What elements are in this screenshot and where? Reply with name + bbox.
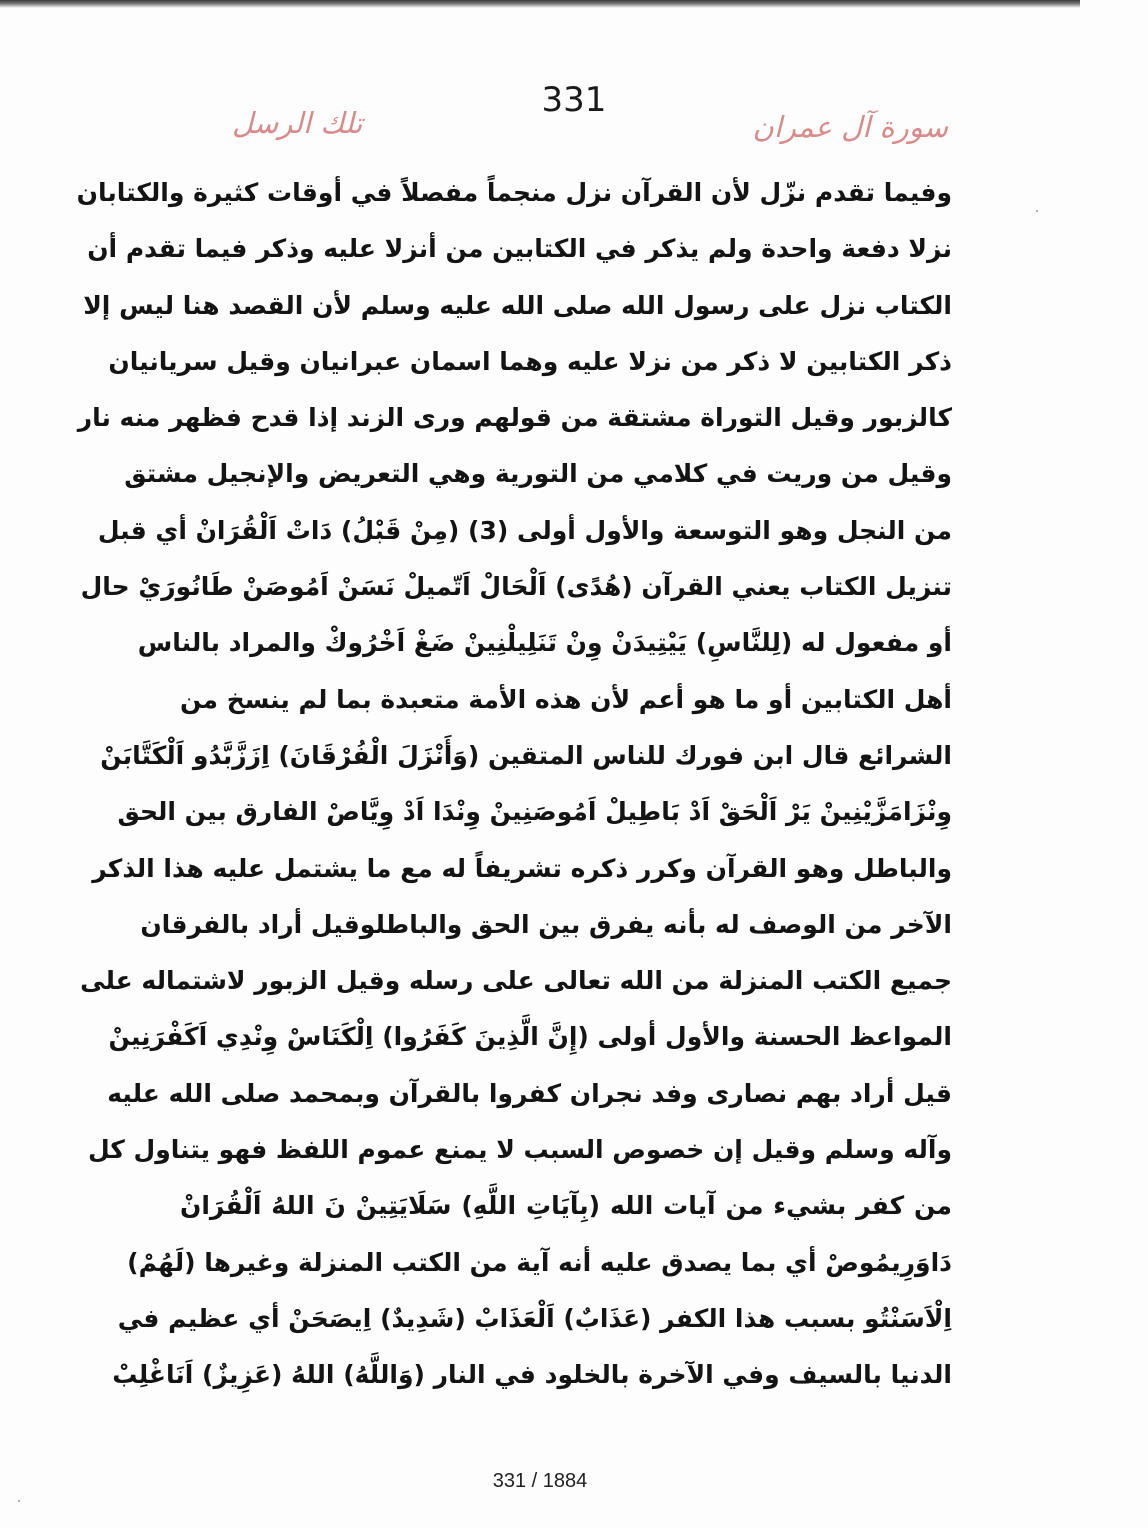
- scan-speck: [18, 1500, 20, 1502]
- text-line: كالزبور وقيل التوراة مشتقة من قولهم ورى الزند إذا قدح فظهر منه نار: [77, 403, 952, 433]
- text-line: الآخر من الوصف له بأنه يفرق بين الحق والباطلوقيل أراد بالفرقان: [140, 909, 952, 939]
- scan-speck: [1036, 210, 1038, 212]
- text-line: الشرائع قال ابن فورك للناس المتقين (وَأَنْزَلَ الْفُرْقَانَ) اِزَزَّبَّدُو اَلْكَتَّابَنْ: [100, 740, 952, 770]
- handwritten-juz-name: تلك الرسل: [232, 106, 363, 140]
- text-line: وآله وسلم وقيل إن خصوص السبب لا يمنع عموم اللفظ فهو يتناول كل: [87, 1135, 952, 1165]
- text-line: جميع الكتب المنزلة من الله تعالى على رسله وقيل الزبور لاشتماله على: [80, 966, 952, 996]
- scan-top-edge: [0, 0, 1080, 8]
- page-number: 331: [541, 80, 607, 120]
- text-line: الدنيا بالسيف وفي الآخرة بالخلود في النار (وَاللَّهُ) اللهُ (عَزِيزٌ) اَنَاغْلِبْ: [112, 1360, 952, 1390]
- text-line: أو مفعول له (لِلنَّاسِ) يَيْتِيدَنْ وِنْ تَنَلِيلْنِينْ ضَغْ اَخْرُوكْ والمراد بالناس: [137, 628, 952, 658]
- text-line: دَاوَرِيمُوصْ أي بما يصدق عليه أنه آية من الكتب المنزلة وغيرها (لَهُمْ): [127, 1247, 952, 1277]
- text-line: نزلا دفعة واحدة ولم يذكر في الكتابين من أنزلا عليه وذكر فيما تقدم أن: [87, 234, 952, 264]
- text-line: قيل أراد بهم نصارى وفد نجران كفروا بالقرآن وبمحمد صلى الله عليه: [107, 1078, 952, 1108]
- page-body-text: [76, 165, 952, 1404]
- text-line: وقيل من وريت في كلامي من التورية وهي التعريض والإنجيل مشتق: [124, 459, 952, 489]
- text-line: أهل الكتابين أو ما هو أعم لأن هذه الأمة متعبدة بما لم ينسخ من: [180, 684, 952, 714]
- text-line: من كفر بشيء من آيات الله (بِآيَاتِ اللَّهِ) سَلَايَتِينْ نَ اللهُ اَلْقُرَانْ: [180, 1191, 952, 1221]
- text-line: الكتاب نزل على رسول الله صلى الله عليه وسلم لأن القصد هنا ليس إلا: [83, 290, 952, 320]
- text-line: من النجل وهو التوسعة والأول أولى (3) (مِنْ قَبْلُ) دَاتْ اَلْقُرَانْ أي قبل: [97, 515, 952, 545]
- text-line: تنزيل الكتاب يعني القرآن (هُدًى) اَلْحَالْ اَتّميلْ نَسَنْ اَمُوصَنْ طَانُورَيْ حال: [80, 572, 952, 602]
- text-line: اِلْاَسَنْتُو بسبب هذا الكفر (عَذَابٌ) اَلْعَذَابْ (شَدِيدٌ) اِيصَحَنْ أي عظيم في: [117, 1303, 952, 1333]
- text-line: المواعظ الحسنة والأول أولى (إِنَّ الَّذِينَ كَفَرُوا) اِلْكَنَاسْ وِنْدِي اَكَفْرَنِينْ: [108, 1022, 952, 1052]
- footer-pagination: 331 / 1884: [492, 1470, 588, 1492]
- text-line: وفيما تقدم نزّل لأن القرآن نزل منجماً مفصلاً في أوقات كثيرة والكتابان: [76, 178, 952, 207]
- handwritten-surah-name: سورة آل عمران: [752, 110, 948, 144]
- text-line: والباطل وهو القرآن وكرر ذكره تشريفاً له مع ما يشتمل عليه هذا الذكر: [92, 853, 952, 883]
- text-line: وِنْزَامَزَّيْنِينْ يَرْ اَلْحَقْ اَدْ بَاطِيلْ اَمُوصَنِينْ وِنْدَا اَدْ وِيَّاصْ الفارق بين الحق: [117, 797, 952, 827]
- text-line: ذكر الكتابين لا ذكر من نزلا عليه وهما اسمان عبرانيان وقيل سريانيان: [108, 346, 952, 376]
